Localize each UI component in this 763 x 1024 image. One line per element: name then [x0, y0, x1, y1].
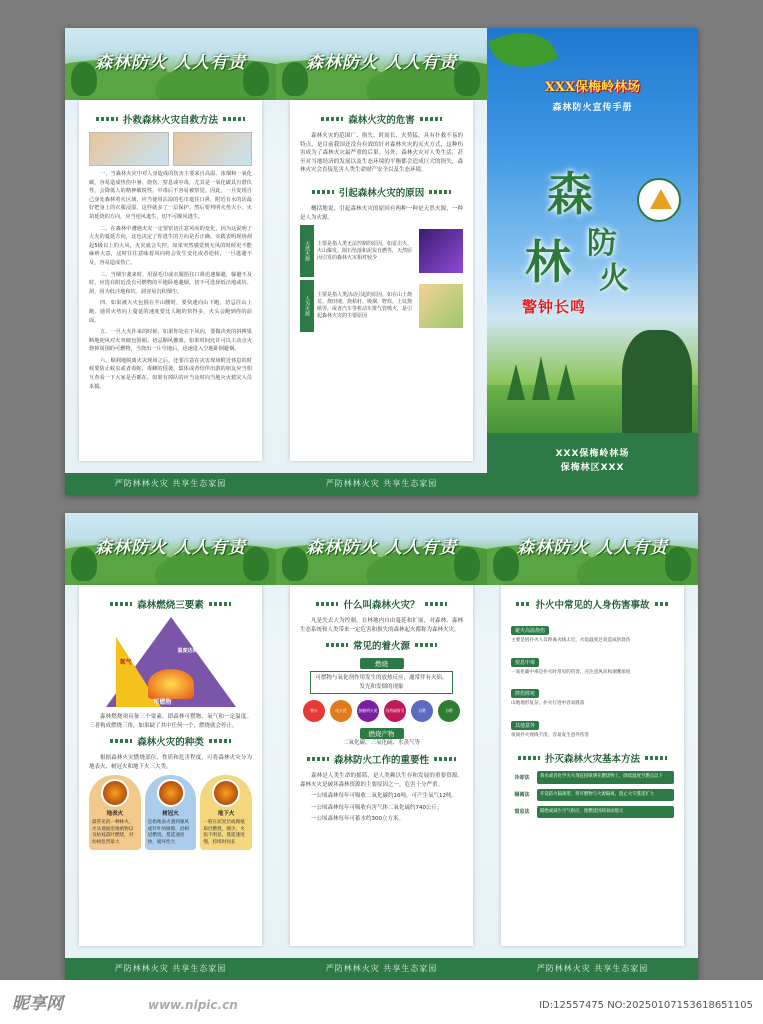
footer: 严防林林火灾 共享生态家园 — [65, 473, 276, 495]
triangle-label: 温度达到燃点 — [177, 648, 208, 654]
content-card — [501, 585, 684, 946]
banner-title: 森林防火 人人有责 — [517, 538, 668, 558]
cause-item — [300, 280, 463, 332]
method-text: 开设防火隔离带，将可燃物与火源隔离，阻止火灾蔓延扩大 — [537, 789, 674, 801]
banner — [487, 513, 698, 585]
burn-label: 燃烧 — [360, 658, 404, 669]
cause-label: 人为火源 — [300, 280, 314, 332]
injury-item — [511, 617, 674, 645]
method-tag: 冷却法 — [514, 774, 530, 781]
footer: 严防林林火灾 共享生态家园 — [487, 958, 698, 980]
illustration — [173, 132, 253, 166]
method-item — [511, 789, 674, 801]
source-dot: 自燃 — [411, 700, 433, 722]
banner-title: 森林防火 人人有责 — [95, 538, 246, 558]
paragraph: 一公顷森林每年可吸收有害气体二氧化硫约740公斤。 — [311, 804, 443, 811]
cover-char: 林 — [525, 235, 571, 289]
banner — [276, 513, 487, 585]
cover-footer-line: 保梅林区XXX — [560, 463, 625, 473]
injury-item — [511, 712, 674, 740]
product-desc: 二氧化碳、三氧化硫、水蒸气等 — [342, 740, 420, 747]
fire-type-name: 地下火 — [217, 811, 235, 818]
paragraph: 一公顷森林每年可吸收二氧化碳约16吨，可产生氧气12吨。 — [311, 793, 457, 800]
method-text: 将水或者化学灭火剂直接喷洒在燃烧物上，降低温度至燃点以下 — [537, 771, 674, 783]
fire-type-card — [200, 775, 252, 850]
injury-text: 主要是因扑火人员距离火线太近，火焰温度过高造成的烧伤 — [511, 638, 631, 643]
panel-what-is-fire — [276, 513, 487, 980]
section-title: 森林防火工作的重要性 — [300, 752, 463, 766]
lightning-image — [419, 229, 463, 273]
brochure-inside — [65, 513, 698, 980]
footer: 严防林林火灾 共享生态家园 — [65, 958, 276, 980]
content-card — [290, 585, 473, 946]
content-card — [79, 585, 262, 946]
section-title: 森林火灾的危害 — [300, 112, 463, 126]
banner-title: 森林防火 人人有责 — [306, 53, 457, 73]
firefighter-silhouette — [622, 330, 692, 440]
paragraph: 五、一旦大火扑来的时候，如果你处在下风向，要做决死的拼搏果断地迎风对火突破包围圈。切忌顺风撤离。如果时间允许可以主动点火烧掉周围的可燃物，当烧出一片空地后，迅速进入空地卧倒避烟。 — [89, 329, 252, 353]
section-title: 扑灭森林火灾基本方法 — [511, 751, 674, 765]
leaf-decoration — [488, 28, 558, 79]
triangle-label: 氧气 — [119, 659, 132, 666]
cause-text: 主要是指人类活动引起的原因，如在山上烧荒、烧田埂、烧秸秆、吸烟、野炊、上坟烧纸等，或者汽车等机动车排气管喷火，是引起森林火灾的主要原因 — [317, 292, 413, 320]
injury-item — [511, 649, 674, 677]
paragraph: 四、如果被大火包围在半山腰时，要快速向山下跑，切忌往山上跑，通常火势向上蔓延的速度要比人跑的快得多，火头会跑到你的前面。 — [89, 300, 252, 324]
injury-tag: 窒息中毒 — [511, 658, 539, 667]
source-dot: 因热辐射引 — [384, 700, 406, 722]
fire-type-card — [89, 775, 141, 850]
panel-three-elements — [65, 513, 276, 980]
triangle-label: 可燃物 — [153, 699, 172, 706]
cover-char: 火 — [599, 261, 629, 296]
method-text: 隔绝或减少空气供应，使燃烧因缺氧而熄灭 — [537, 806, 674, 818]
burn-desc: 可燃物与氧化剂作用发生的放热反应，通常伴有火焰、发光和发烟的现象 — [310, 671, 453, 694]
injury-tag: 摔伤摔死 — [511, 689, 539, 698]
cover-char: 森 — [547, 167, 593, 221]
fire-type-text: 一般在泥炭层或腐殖质层燃烧，烟少，火焰不明显，蔓延速度慢，持续时间长 — [203, 819, 245, 845]
fire-type-name: 地表火 — [106, 811, 124, 818]
method-tag: 隔离法 — [514, 792, 530, 799]
fire-type-card — [145, 775, 197, 850]
paragraph: 二、在森林中遭遇火灾一定要密切注意风向的变化，因为这说明了大火的蔓延方向，这也决定了你逃生的方向是否正确。实践表明现场刮起5级以上的大风，火灾就会失控。如果突然感觉到无风的时候更不能麻痹大意，这时往往意味着风向将会发生变化或者逆转，一旦逃避不及，容易造成伤亡。 — [89, 225, 252, 266]
brochure-outside — [65, 28, 698, 495]
watermark-id: ID:12557475 NO:20250107153618651105 — [539, 1000, 753, 1011]
paragraph: 六、顺利地脱离火灾现场之后，还要注意在灾害现场附近休息的时候要防止蚊虫或者毒蛇、毒蜂的侵袭。集体或者结伴出游的朋友应当相互查看一下大家是否都在，如果有掉队的应当及时向当地灭火救灾人员求援。 — [89, 357, 252, 390]
injury-text: 一氧化碳中毒是扑火时常见的伤害，应注意风向和烟雾浓度 — [511, 669, 631, 675]
banner-title: 森林防火 人人有责 — [95, 53, 246, 73]
source-dot: 自燃 — [438, 700, 460, 722]
fire-source-dots — [300, 700, 463, 722]
injury-tag: 避火高温烧伤 — [511, 626, 549, 635]
fire-type-text: 是指地表火遇到强风或针叶幼树群，沿树冠燃烧，蔓延速度快，破坏性大 — [147, 819, 190, 845]
cause-text: 主要是指人类无法控制的原因，如雷击火、火山爆发、陨石坠落和泥炭自燃等，天然原因引发的森林火灾相对较少 — [317, 240, 413, 261]
cause-label: 天然火源 — [300, 225, 314, 277]
paragraph: 森林是人类生命的摇篮，是人类赖以生存和发展的重要资源。森林火灾是破坏森林资源的主要原因之一，危害十分严重。 — [300, 772, 463, 788]
method-tag: 窒息法 — [514, 809, 530, 816]
illustration-row — [89, 132, 252, 166]
section-title: 什么叫森林火灾？ — [300, 597, 463, 611]
watermark-bar — [0, 980, 763, 1024]
banner — [65, 28, 276, 100]
injury-tag: 其他意外 — [511, 721, 539, 730]
fire-type-text: 最常见的一种林火，火从地面沿地被物以及枯枝落叶燃烧，对幼树危害最大 — [92, 819, 134, 845]
section-title: 扑火中常见的人身伤害事故 — [511, 597, 674, 611]
injury-text: 夜间扑火视线不清，容易发生意外伤害 — [511, 732, 590, 738]
panel-hazards — [276, 28, 487, 495]
source-dot: 电火花 — [330, 700, 352, 722]
cover-footer — [487, 433, 698, 495]
paragraph: 概括地说，引起森林火灾的原因有两种一种是天然火源，一种是人为火源。 — [300, 205, 463, 221]
banner — [65, 513, 276, 585]
paragraph: 三、当烟尘袭来时，用湿毛巾或衣服捂住口鼻迅速躲避，躲避不及时，应选在附近没有可燃物的平地卧地避烟，切不可选择低洼地或坑、洞，因为低洼地和坑、洞容易沉积烟尘。 — [89, 271, 252, 295]
source-dot: 接触明火使 — [357, 700, 379, 722]
banner — [276, 28, 487, 100]
paragraph: 凡是失去人为控制，在林地内自由蔓延和扩展，对森林、森林生态系统和人类带来一定危害和损失的森林起火都称为森林火灾。 — [300, 618, 463, 633]
cause-item — [300, 225, 463, 277]
source-dot: 物火 — [303, 700, 325, 722]
cover-panel — [487, 28, 698, 495]
method-item — [511, 806, 674, 818]
illustration — [89, 132, 169, 166]
panel-injuries-methods — [487, 513, 698, 980]
product-label: 燃烧产物 — [360, 728, 404, 739]
paragraph: 一、当森林火灾中对人身造成的伤害主要来自高温、浓烟和一氧化碳，容易造成热伤中暑、烧伤、窒息或中毒，尤其是一氧化碳具有潜伏性，会降低人的精神敏锐性，中毒后不容易被察觉。因此，一旦发现自己身处森林着火区域，应当使用沾湿的毛巾遮住口鼻，附近有水的话最好把身上的衣服浸湿，这样就多了一层保护。然后要判明火势大小、火苗延烧的方向，应当逆风逃生，切不可顺风逃生。 — [89, 171, 252, 220]
cover-footer-line: XXX保梅岭林场 — [555, 449, 630, 459]
watermark-logo: 昵享网 — [12, 994, 63, 1014]
section-title: 森林火灾的种类 — [89, 734, 252, 748]
fire-photo — [157, 779, 185, 807]
cover-org: XXX保梅岭林场 — [544, 80, 641, 95]
panel-self-rescue — [65, 28, 276, 495]
paragraph: 根据森林火灾燃烧部位、性质和危害程度，可将森林火灾分为地表火、树冠火和地下火三大类。 — [89, 755, 252, 770]
cover-slogan: 警钟长鸣 — [522, 298, 587, 316]
section-title: 森林燃烧三要素 — [89, 597, 252, 611]
paragraph: 森林燃烧须具备三个要素，即森林可燃物、氧气和一定温度。三者构成燃烧三角，如果缺了其中任何一个，燃烧就会停止。 — [89, 714, 252, 729]
content-card — [290, 100, 473, 461]
paragraph: 森林火灾的范围广、损失、时间长、火势猛，具有扑救不易的特点，是目前我国还没有有效的针对森林火灾的灭火方式，这种伤害成为了森林火灾最严重的后果。另外，森林火灾对人类生活，甚至对当地经济的发展以及生态环境的平衡都会造成巨大的损失，森林火灾会直接危害人类生命财产安全以及生态环境。 — [300, 133, 463, 174]
fire-type-name: 树冠火 — [162, 811, 179, 818]
injury-text: 山地地形复杂，扑火行进中容易跌落 — [511, 701, 585, 707]
human-fire-image — [419, 284, 463, 328]
forestry-logo — [637, 178, 681, 222]
method-item — [511, 771, 674, 783]
fire-types — [89, 775, 252, 850]
banner-title: 森林防火 人人有责 — [306, 538, 457, 558]
injury-item — [511, 680, 674, 708]
fire-photo — [212, 779, 240, 807]
fire-photo — [101, 779, 129, 807]
section-title: 扑救森林火灾自救方法 — [89, 112, 252, 126]
fire-triangle — [106, 617, 236, 707]
footer: 严防林林火灾 共享生态家园 — [276, 473, 487, 495]
paragraph: 一公顷森林每年可蓄水约300立方米。 — [311, 816, 404, 823]
section-title: 常见的着火源 — [300, 638, 463, 652]
content-card — [79, 100, 262, 461]
cover-char: 防 — [587, 226, 617, 261]
section-title: 引起森林火灾的原因 — [300, 185, 463, 199]
watermark-url: www.nipic.cn — [148, 998, 238, 1012]
footer: 严防林林火灾 共享生态家园 — [276, 958, 487, 980]
cover-subtitle: 森林防火宣传手册 — [552, 103, 633, 113]
